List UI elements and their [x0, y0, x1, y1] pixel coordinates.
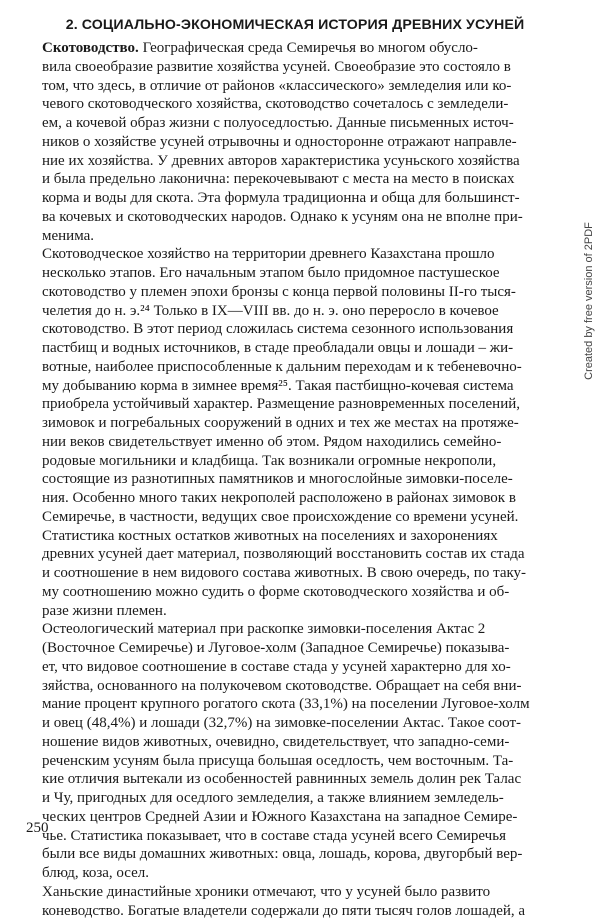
text-line: корма и воды для скота. Эта формула традиционна и обща для большинст- [22, 189, 568, 208]
text-line: приобрела устойчивый характер. Размещение разновременных поселений, [22, 395, 568, 414]
text-line: и овец (48,4%) и лошади (32,7%) на зимовке-поселении Актас. Такое соот- [22, 714, 568, 733]
text-line: родовые могильники и кладбища. Так возникали огромные некрополи, [22, 452, 568, 471]
page-number: 250 [26, 820, 49, 837]
text-line: несколько этапов. Его начальным этапом было придомное пастушеское [22, 264, 568, 283]
text-line: (Восточное Семиречье) и Луговое-холм (Западное Семиречье) показыва- [22, 639, 568, 658]
text-line: Статистика костных остатков животных на поселениях и захоронениях [22, 527, 568, 546]
paragraph-2 [22, 245, 568, 526]
text-line: зимовок и погребальных сооружений в одних и тех же местах на протяже- [22, 414, 568, 433]
text-line: и соотношение в нем видового состава животных. В свою очередь, по таку- [22, 564, 568, 583]
text-line: Скотоводство. Географическая среда Семиречья во многом обусло- [22, 39, 568, 58]
text-line: блюд, коза, осел. [22, 864, 568, 883]
body-text [22, 39, 568, 920]
text-line: ношение видов животных, очевидно, свидетельствует, что западно-семи- [22, 733, 568, 752]
paragraph-1 [22, 39, 568, 245]
text-line: му соотношению можно судить о форме скотоводческого хозяйства и об- [22, 583, 568, 602]
text-line: скотоводство. В этот период сложилась система сезонного использования [22, 320, 568, 339]
text-line: пастбищ и водных источников, в стаде преобладали овцы и лошади – жи- [22, 339, 568, 358]
text-line: чевого скотоводческого хозяйства, скотоводство сочеталось с земледели- [22, 95, 568, 114]
text-line: ва кочевых и скотоводческих народов. Однако к усуням она не вполне при- [22, 208, 568, 227]
chapter-header: 2. СОЦИАЛЬНО-ЭКОНОМИЧЕСКАЯ ИСТОРИЯ ДРЕВНИХ УСУНЕЙ [22, 14, 568, 33]
text-line: том, что здесь, в отличие от районов «классического» земледелия или ко- [22, 77, 568, 96]
text-line: ем, а кочевой образ жизни с полуоседлостью. Данные письменных источ- [22, 114, 568, 133]
text-line: Ханьские династийные хроники отмечают, что у усуней было развито [22, 883, 568, 902]
text-line: чье. Статистика показывает, что в составе стада усуней всего Семиречья [22, 827, 568, 846]
paragraph-5 [22, 883, 568, 920]
text-line: разе жизни племен. [22, 602, 568, 621]
pdf-watermark [580, 200, 596, 410]
text-line: му добыванию корма в зимнее время²⁵. Такая пастбищно-кочевая система [22, 377, 568, 396]
text-line: состоящие из разнотипных памятников и многослойные зимовки-поселе- [22, 470, 568, 489]
text-line: Скотоводческое хозяйство на территории древнего Казахстана прошло [22, 245, 568, 264]
text-line: ников о хозяйстве усуней отрывочны и односторонне отражают направле- [22, 133, 568, 152]
text-line: были все виды домашних животных: овца, лошадь, корова, двугорбый вер- [22, 845, 568, 864]
text-line: и Чу, пригодных для оседлого земледелия, а также влиянием земледель- [22, 789, 568, 808]
paragraph-3 [22, 527, 568, 621]
text-line: ет, что видовое соотношение в составе стада у усуней характерно для хо- [22, 658, 568, 677]
text-line: ния. Особенно много таких некрополей расположено в районах зимовок в [22, 489, 568, 508]
text-line: скотоводство у племен эпохи бронзы с конца первой половины II-го тыся- [22, 283, 568, 302]
section-lead: Скотоводство. [42, 40, 139, 56]
text-line: древних усуней дает материал, позволяющий восстановить состав их стада [22, 545, 568, 564]
document-page [22, 14, 568, 854]
watermark-text: Created by free version of 2PDF [583, 200, 595, 406]
text-line: менима. [22, 227, 568, 246]
text-line: коневодство. Богатые владетели содержали до пяти тысяч голов лошадей, а [22, 902, 568, 920]
text-line: реченским усуням была присуща большая оседлость, чем восточным. Та- [22, 752, 568, 771]
text-line: ческих центров Средней Азии и Южного Казахстана на западное Семире- [22, 808, 568, 827]
text-line: Семиречье, в частности, ведущих свое происхождение со времени усуней. [22, 508, 568, 527]
text-line: ние их хозяйства. У древних авторов характеристика усуньского хозяйства [22, 152, 568, 171]
text-line: нии веков свидетельствует именно об этом. Рядом находились семейно- [22, 433, 568, 452]
text-line: вила своеобразие развитие хозяйства усуней. Своеобразие это состояло в [22, 58, 568, 77]
paragraph-4 [22, 620, 568, 883]
text-line: вотные, наиболее приспособленные к дальним переходам и к тебеневочно- [22, 358, 568, 377]
text-line: зяйства, основанного на полукочевом скотоводстве. Обращает на себя вни- [22, 677, 568, 696]
text-line: Остеологический материал при раскопке зимовки-поселения Актас 2 [22, 620, 568, 639]
text-line: и была предельно лаконична: перекочевывают с места на место в поисках [22, 170, 568, 189]
text-line: челетия до н. э.²⁴ Только в IX—VIII вв. до н. э. оно переросло в кочевое [22, 302, 568, 321]
text-line: кие отличия вытекали из особенностей равнинных земель долин рек Талас [22, 770, 568, 789]
text-line: мание процент крупного рогатого скота (33,1%) на поселении Луговое-холм [22, 695, 568, 714]
